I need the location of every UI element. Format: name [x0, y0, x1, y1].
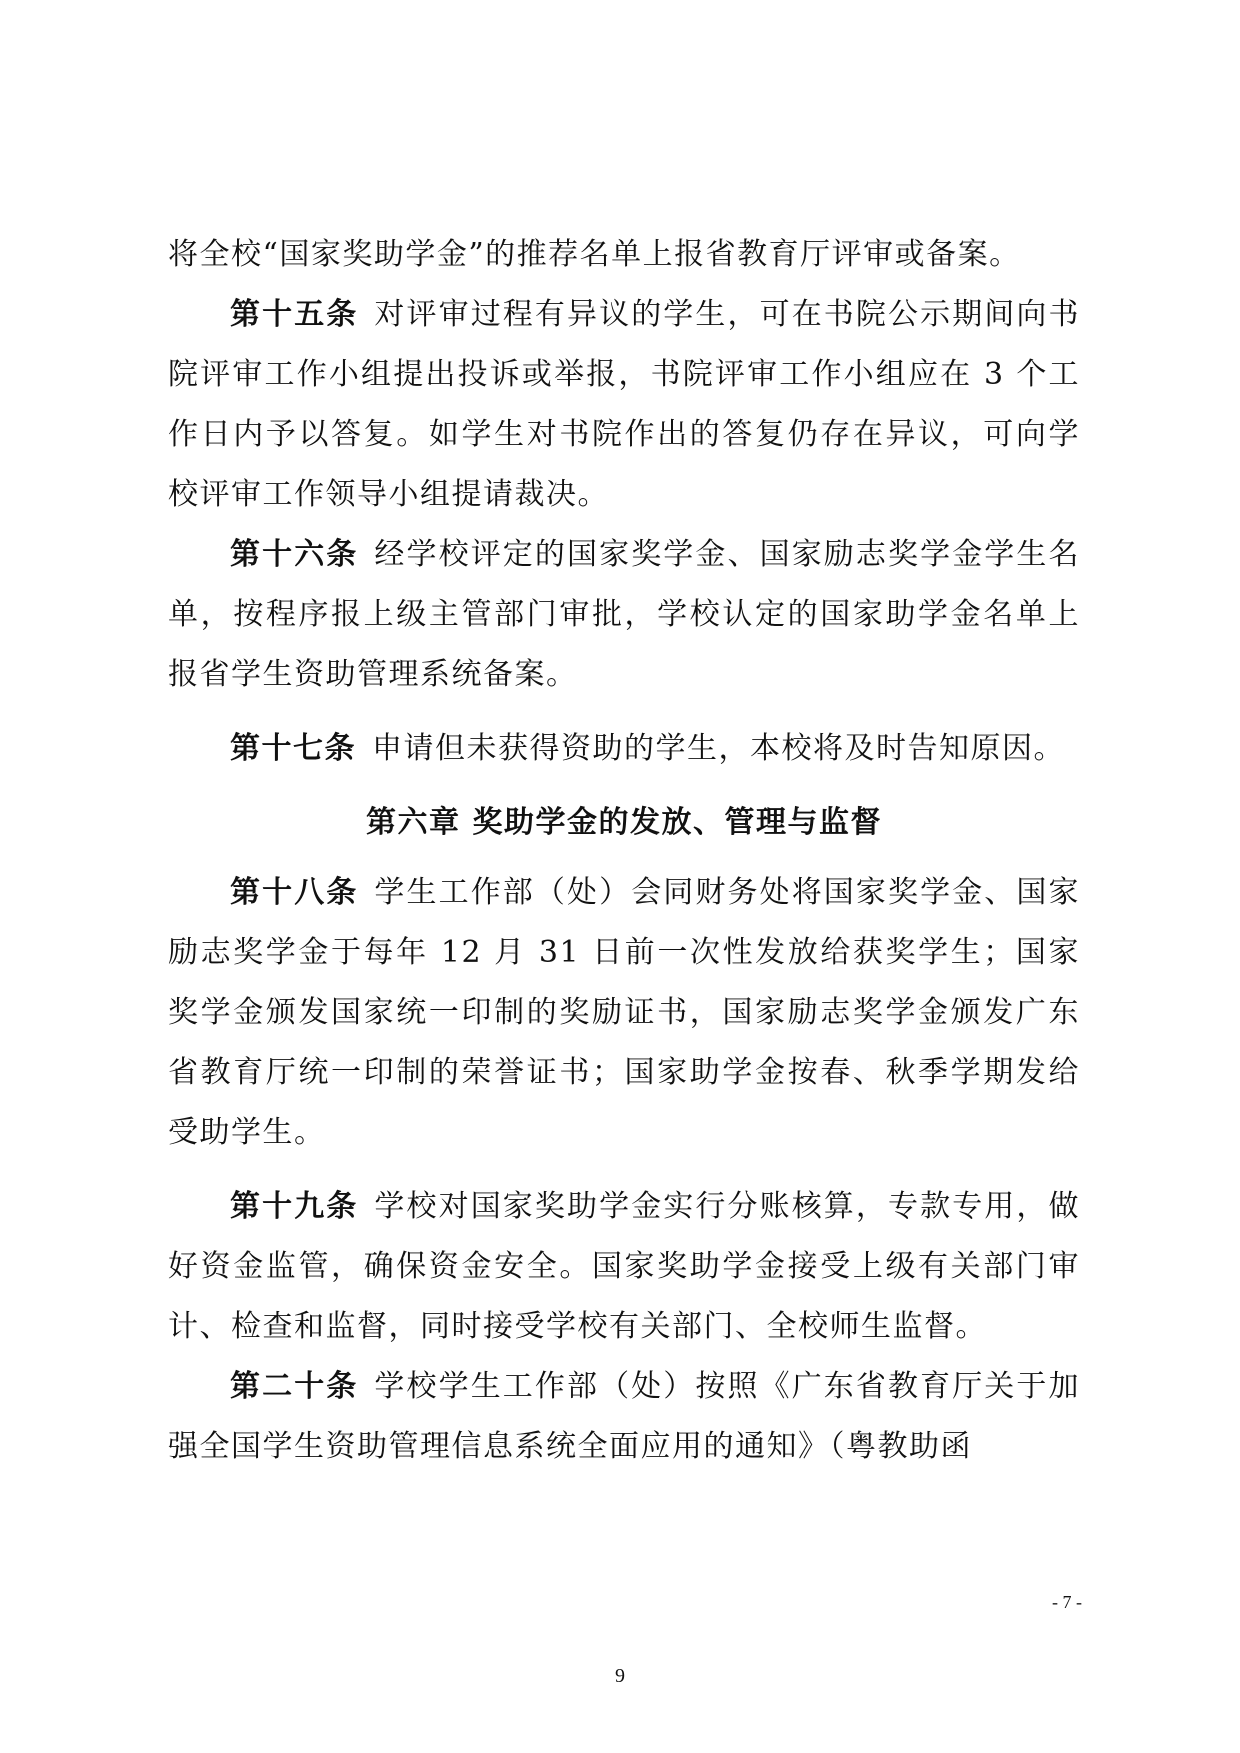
article-text: 学生工作部（处）会同财务处将国家奖学金、国家励志奖学金于每年 12 月 31 日前一次性发放给获奖学生；国家奖学金颁发国家统一印制的奖励证书，国家励志奖学金颁发广东省教育厅统一印制的荣誉证书；国家助学金按春、秋季学期发给受助学生。	[168, 875, 1081, 1150]
inner-page-number: - 7 -	[1052, 1592, 1082, 1612]
article-15	[168, 285, 1080, 525]
article-text: 对评审过程有异议的学生，可在书院公示期间向书院评审工作小组提出投诉或举报，书院评审工作小组应在 3 个工作日内予以答复。如学生对书院作出的答复仍存在异议，可向学校评审工作领导小组提请裁决。	[168, 297, 1081, 512]
article-19	[168, 1177, 1080, 1357]
chapter-title: 第六章 奖助学金的发放、管理与监督	[366, 805, 882, 840]
article-18	[168, 863, 1080, 1163]
article-label: 第十五条	[230, 297, 359, 332]
article-label: 第十八条	[230, 875, 359, 910]
article-label: 第十七条	[230, 731, 356, 766]
article-text: 学校对国家奖助学金实行分账核算，专款专用，做好资金监管，确保资金安全。国家奖助学金接受上级有关部门审计、检查和监督，同时接受学校有关部门、全校师生监督。	[168, 1189, 1081, 1344]
article-text: 学校学生工作部（处）按照《广东省教育厅关于加强全国学生资助管理信息系统全面应用的通知》（粤教助函	[168, 1369, 1081, 1464]
article-20	[168, 1357, 1080, 1477]
article-17	[168, 719, 1080, 779]
article-16	[168, 525, 1080, 705]
article-label: 第二十条	[230, 1369, 359, 1404]
footer-page-number: 9	[615, 1665, 625, 1687]
article-label: 第十六条	[230, 537, 359, 572]
article-label: 第十九条	[230, 1189, 359, 1224]
article-text: 申请但未获得资助的学生，本校将及时告知原因。	[372, 731, 1065, 766]
intro-paragraph: 将全校“国家奖助学金”的推荐名单上报省教育厅评审或备案。	[168, 237, 1021, 272]
document-body	[168, 225, 1080, 1477]
article-text: 经学校评定的国家奖学金、国家励志奖学金学生名单，按程序报上级主管部门审批，学校认定的国家助学金名单上报省学生资助管理系统备案。	[168, 537, 1081, 692]
